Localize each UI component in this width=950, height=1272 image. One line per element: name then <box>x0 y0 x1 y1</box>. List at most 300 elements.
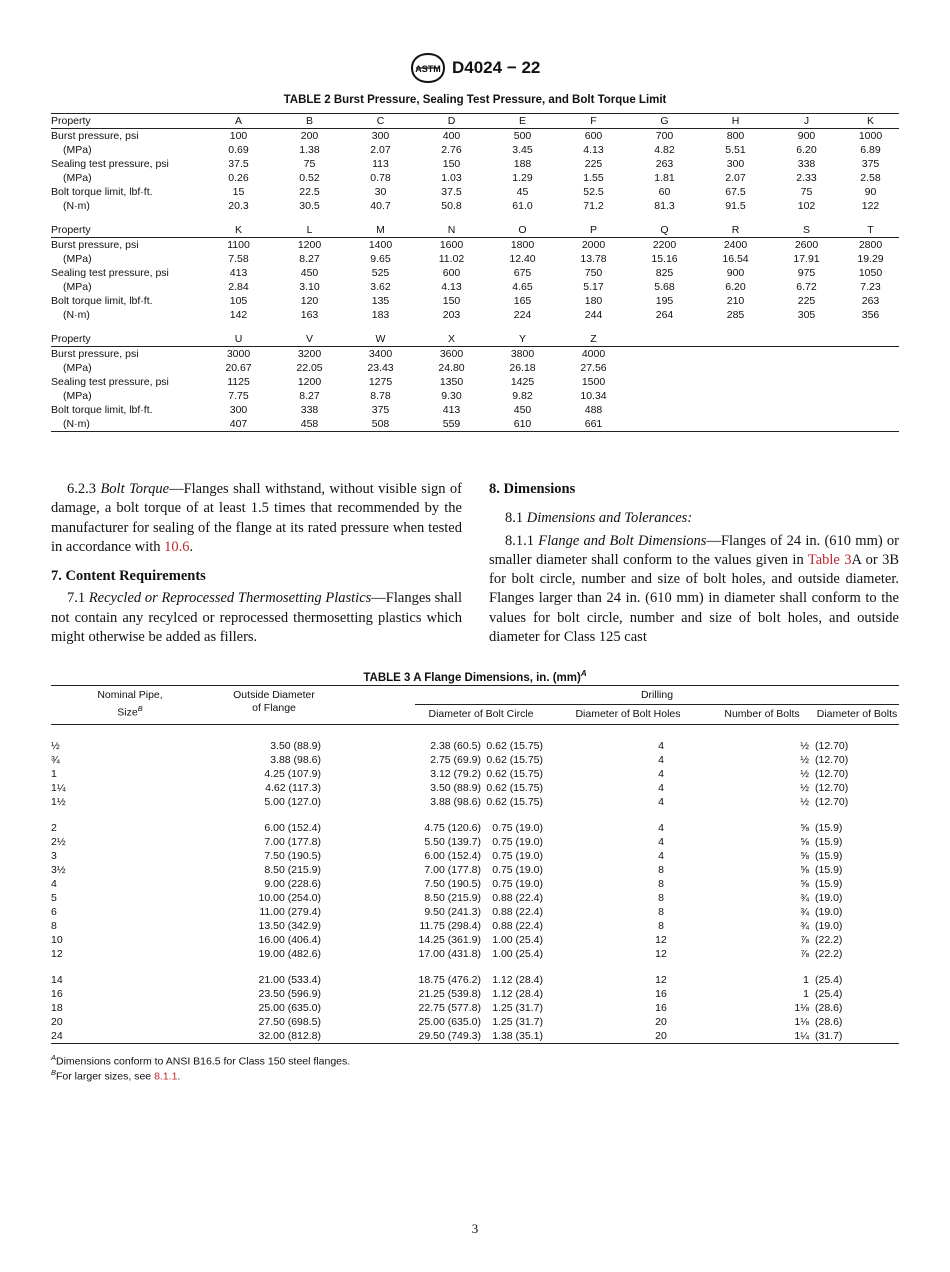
table-cell: 11.02 <box>438 252 465 265</box>
table-cell: 700 <box>655 129 674 142</box>
table-cell: 113 <box>372 157 389 170</box>
table-cell: 0.62 (15.75) <box>486 795 543 808</box>
column-header: Y <box>487 332 558 347</box>
table-cell: 0.69 <box>228 143 249 156</box>
table-cell: 508 <box>345 417 416 432</box>
table-cell: 32.00 (812.8) <box>209 1029 339 1044</box>
table-cell: 600 <box>442 266 461 279</box>
table-cell: 22.5 <box>299 185 320 198</box>
table-cell: ⅞ <box>800 933 809 946</box>
column-header: E <box>487 114 558 129</box>
table-cell: (22.2) <box>815 947 843 960</box>
table-cell: 8.50 (215.9) <box>264 863 321 876</box>
table-cell: 1425 <box>510 375 535 388</box>
column-header <box>771 332 842 347</box>
table2-caption: TABLE 2 Burst Pressure, Sealing Test Pressure, and Bolt Torque Limit <box>283 94 667 106</box>
table-cell: 81.3 <box>654 199 675 212</box>
table-cell: 8 <box>658 919 664 932</box>
col-outside-diameter: Outside Diameter of Flange <box>209 686 339 725</box>
table-cell: 3 <box>51 849 57 862</box>
table-cell: ½ <box>800 753 809 766</box>
table-cell: 1 <box>51 767 57 780</box>
table-cell: 1275 <box>368 375 393 388</box>
table-cell: 105 <box>229 294 248 307</box>
table-cell: 37.5 <box>441 185 462 198</box>
table-cell: 10 <box>51 933 63 946</box>
table-cell: 6.72 <box>796 280 817 293</box>
table-cell: 1¼ <box>51 781 66 794</box>
table-cell: 180 <box>584 294 603 307</box>
table-row <box>51 781 899 795</box>
table-row <box>51 157 899 171</box>
table-cell: 13.50 (342.9) <box>258 919 321 932</box>
table-cell <box>700 389 771 403</box>
table-cell: 300 <box>229 403 248 416</box>
table-row <box>51 143 899 157</box>
table-cell: 23.50 (596.9) <box>258 987 321 1000</box>
table-cell: 4.82 <box>654 143 675 156</box>
table-cell: 102 <box>797 199 816 212</box>
table-cell <box>629 375 700 389</box>
table-cell: 61.0 <box>512 199 533 212</box>
table-cell <box>771 361 842 375</box>
table-cell: 1.12 (28.4) <box>492 973 543 986</box>
table-cell: 13.78 <box>580 252 607 265</box>
table-cell: 4 <box>658 835 664 848</box>
table-cell: 0.75 (19.0) <box>492 877 543 890</box>
table-cell: 195 <box>655 294 674 307</box>
table-cell: 0.52 <box>299 171 320 184</box>
table-cell: 285 <box>726 308 745 321</box>
table3-caption: TABLE 3 A Flange Dimensions, in. (mm)$^A$ <box>363 669 587 684</box>
table-cell: (12.70) <box>815 795 849 808</box>
row-label: (N·m) <box>51 417 203 432</box>
row-label: (N·m) <box>63 199 90 212</box>
table-row <box>51 308 899 322</box>
table-cell: 8 <box>658 863 664 876</box>
link-table-3[interactable]: Table 3 <box>807 551 852 568</box>
table-cell: 4.25 (107.9) <box>264 767 321 780</box>
table-cell: 0.88 (22.4) <box>492 919 543 932</box>
table-cell: 6.00 (152.4) <box>424 849 481 862</box>
table-cell: 19.00 (482.6) <box>258 947 321 960</box>
table-cell: 4.13 <box>583 143 604 156</box>
table-cell: 71.2 <box>583 199 604 212</box>
table-cell: 2.38 (60.5) <box>430 739 481 752</box>
column-header: B <box>274 114 345 129</box>
table-cell: 21.00 (533.4) <box>258 973 321 986</box>
table-row <box>51 361 899 375</box>
table-cell: 25.00 (635.0) <box>418 1015 481 1028</box>
col-bolt-circle: Diameter of Bolt Circle <box>415 705 547 725</box>
table-cell <box>700 375 771 389</box>
table-cell <box>700 403 771 417</box>
table-cell: 1400 <box>368 238 393 251</box>
table-cell: 0.75 (19.0) <box>492 863 543 876</box>
column-header: F <box>558 114 629 129</box>
table-cell: 5.51 <box>725 143 746 156</box>
table-cell: 5.00 (127.0) <box>264 795 321 808</box>
table-cell: 12 <box>655 947 667 960</box>
table-cell: 3.12 (79.2) <box>430 767 481 780</box>
table-row <box>51 347 899 362</box>
table-cell: 52.5 <box>583 185 604 198</box>
footnote-a: $^A$Dimensions conform to ANSI B16.5 for Class 150 steel flanges. <box>51 1053 351 1068</box>
table-cell: (12.70) <box>815 767 849 780</box>
table-cell: 4000 <box>581 347 606 360</box>
table-cell: 1.03 <box>441 171 462 184</box>
table-cell: 91.5 <box>725 199 746 212</box>
table-cell: 4.65 <box>512 280 533 293</box>
table-cell: (15.9) <box>815 849 843 862</box>
table-cell: 600 <box>584 129 603 142</box>
table-cell: 1½ <box>51 795 66 808</box>
row-label: Bolt torque limit, lbf·ft. <box>51 294 153 307</box>
column-header: D <box>416 114 487 129</box>
table-cell: 75 <box>303 157 316 170</box>
column-header: L <box>274 223 345 238</box>
table-row <box>51 905 899 919</box>
table-row <box>51 987 899 1001</box>
table-cell: 0.78 <box>370 171 391 184</box>
table-cell: 9.00 (228.6) <box>264 877 321 890</box>
col-bolt-holes: Diameter of Bolt Holes <box>547 705 709 725</box>
table-cell: 450 <box>300 266 319 279</box>
table-cell: 8 <box>658 891 664 904</box>
table-cell: 6.00 (152.4) <box>264 821 321 834</box>
table-cell: 6.20 <box>725 280 746 293</box>
table-cell <box>700 347 771 362</box>
table-cell: 0.88 (22.4) <box>492 891 543 904</box>
page-number: 3 <box>471 1221 479 1236</box>
row-label: Sealing test pressure, psi <box>51 157 169 170</box>
table2-header-row <box>51 223 899 238</box>
table-cell: 0.62 (15.75) <box>486 753 543 766</box>
table-cell: 8.50 (215.9) <box>424 891 481 904</box>
table-cell: 25.00 (635.0) <box>258 1001 321 1014</box>
table-cell: 2.58 <box>860 171 881 184</box>
table-cell: 9.65 <box>370 252 391 265</box>
column-header: W <box>345 332 416 347</box>
table-cell: 2.84 <box>228 280 249 293</box>
table-cell: 5.17 <box>583 280 604 293</box>
row-label: Bolt torque limit, lbf·ft. <box>51 403 153 416</box>
table-cell: 3400 <box>368 347 393 360</box>
table-cell: ½ <box>800 739 809 752</box>
column-header: S <box>771 223 842 238</box>
property-header: Property <box>51 114 203 129</box>
left-column <box>51 480 462 647</box>
table-cell: 26.18 <box>509 361 536 374</box>
row-label: (MPa) <box>63 171 92 184</box>
table-cell <box>771 403 842 417</box>
table-cell: 210 <box>726 294 745 307</box>
table-cell: 413 <box>442 403 461 416</box>
row-label: Sealing test pressure, psi <box>51 375 169 388</box>
table-row <box>51 280 899 294</box>
table-cell: 338 <box>300 403 319 416</box>
table-cell: 29.50 (749.3) <box>415 1029 481 1044</box>
table-cell: 225 <box>797 294 816 307</box>
table-cell: 16.54 <box>722 252 749 265</box>
table-cell: 407 <box>203 417 274 432</box>
table-cell: 1.00 (25.4) <box>492 933 543 946</box>
table-cell: 1.38 (35.1) <box>481 1029 547 1044</box>
table-cell: 338 <box>797 157 816 170</box>
table-cell: 163 <box>300 308 319 321</box>
table-cell: ½ <box>800 781 809 794</box>
table-cell: ¾ <box>800 919 809 932</box>
col-number-of-bolts: Number of Bolts <box>709 705 815 725</box>
table-cell: 2.07 <box>725 171 746 184</box>
footnote-b: $^B$For larger sizes, see 8.1.1. <box>51 1068 181 1083</box>
right-column <box>489 480 899 647</box>
table-cell: 1600 <box>439 238 464 251</box>
paragraph-8-1-1: 8.1.1 Flange and Bolt Dimensions—Flanges of 24 in. (610 mm) or smaller diameter shall conform to the values given in Table 3A or 3B for bolt circle, number and size of bolt holes, and outside diameter. Flanges larger than 24 in. (610 mm) in diameter shall conform to the values for bolt circle, number and size of bolt holes, and outside diameter for Class 125 cast <box>489 532 900 646</box>
table-cell: 21.25 (539.8) <box>418 987 481 1000</box>
table-cell: 4.13 <box>441 280 462 293</box>
table-cell: 4 <box>658 767 664 780</box>
row-label: (MPa) <box>63 361 92 374</box>
table-cell: 1050 <box>858 266 883 279</box>
table-cell: 2400 <box>723 238 748 251</box>
table-cell: 27.50 (698.5) <box>258 1015 321 1028</box>
table-cell: 0.26 <box>228 171 249 184</box>
table-cell: 2.07 <box>370 143 391 156</box>
table-cell: 8 <box>658 905 664 918</box>
table-cell: (12.70) <box>815 753 849 766</box>
table-cell: 7.00 (177.8) <box>264 835 321 848</box>
table-cell: 3½ <box>51 863 66 876</box>
table-cell: 1.38 <box>299 143 320 156</box>
table-cell <box>700 417 771 432</box>
table-cell: 150 <box>442 294 461 307</box>
table-cell: 14.25 (361.9) <box>418 933 481 946</box>
table-cell: 3200 <box>297 347 322 360</box>
table-row <box>51 171 899 185</box>
table-cell: 30 <box>374 185 387 198</box>
table-cell: 264 <box>655 308 674 321</box>
table-cell: 11.75 (298.4) <box>419 919 481 932</box>
table-cell: 8.78 <box>370 389 391 402</box>
table-cell: 1 <box>803 973 809 986</box>
table-row <box>51 185 899 199</box>
table-cell: 3.88 (98.6) <box>430 795 481 808</box>
table-row <box>51 863 899 877</box>
table-cell: 22.75 (577.8) <box>418 1001 481 1014</box>
table-cell: 559 <box>416 417 487 432</box>
table-row <box>51 375 899 389</box>
table2-header-row <box>51 114 899 129</box>
table-cell: 16.00 (406.4) <box>258 933 321 946</box>
table-cell: 450 <box>513 403 532 416</box>
table-cell: 150 <box>442 157 461 170</box>
table-cell: 5.50 (139.7) <box>424 835 481 848</box>
table-cell: 2000 <box>581 238 606 251</box>
table-cell: 9.82 <box>512 389 533 402</box>
row-label: Burst pressure, psi <box>51 129 139 142</box>
table-cell: 4 <box>658 753 664 766</box>
table-row <box>51 821 899 835</box>
table-row <box>51 1029 899 1044</box>
table-cell: 525 <box>371 266 390 279</box>
table-cell: 675 <box>513 266 532 279</box>
column-header: G <box>629 114 700 129</box>
table-cell: 15 <box>232 185 245 198</box>
svg-text:ASTM: ASTM <box>415 64 441 74</box>
table-row <box>51 947 899 961</box>
table-cell: 4 <box>51 877 57 890</box>
table-cell: 17.91 <box>793 252 820 265</box>
table-cell: 7.58 <box>228 252 249 265</box>
table-cell: 3.45 <box>512 143 533 156</box>
table-cell: 1⅛ <box>794 1015 809 1028</box>
table-cell: 11.00 (279.4) <box>259 905 321 918</box>
astm-logo-icon <box>410 52 446 84</box>
table-cell: 142 <box>229 308 248 321</box>
table-row <box>51 877 899 891</box>
table-cell: 40.7 <box>370 199 391 212</box>
table-cell: (15.9) <box>815 877 843 890</box>
table-cell <box>629 389 700 403</box>
column-header: M <box>345 223 416 238</box>
table-cell <box>629 347 700 362</box>
table3 <box>51 685 899 1044</box>
row-label: Burst pressure, psi <box>51 347 139 360</box>
table-cell: 1.00 (25.4) <box>492 947 543 960</box>
table-cell: 24 <box>51 1029 209 1044</box>
table-cell: 0.62 (15.75) <box>486 739 543 752</box>
table-cell: 413 <box>229 266 248 279</box>
table-cell: 500 <box>513 129 532 142</box>
row-label: Sealing test pressure, psi <box>51 266 169 279</box>
table-row <box>51 266 899 280</box>
row-label: (MPa) <box>63 252 92 265</box>
table-cell: ⅝ <box>800 849 809 862</box>
table-row <box>51 753 899 767</box>
table-cell: (28.6) <box>815 1015 843 1028</box>
table-row <box>51 795 899 809</box>
table-cell: (25.4) <box>815 987 843 1000</box>
table-cell: 300 <box>371 129 390 142</box>
table-cell: 20.67 <box>225 361 252 374</box>
table-cell <box>771 347 842 362</box>
table-cell <box>842 389 899 403</box>
table-cell: 900 <box>726 266 745 279</box>
table-cell: 1350 <box>439 375 464 388</box>
table-cell: 2.75 (69.9) <box>430 753 481 766</box>
link-10-6[interactable]: 10.6 <box>164 538 190 555</box>
table2 <box>51 113 899 432</box>
col-drilling: Drilling <box>415 686 899 705</box>
table-cell: (31.7) <box>815 1029 899 1044</box>
table-cell: 23.43 <box>367 361 394 374</box>
table-cell: 300 <box>726 157 745 170</box>
column-header: N <box>416 223 487 238</box>
table-cell: 0.75 (19.0) <box>492 849 543 862</box>
table-row <box>51 389 899 403</box>
table-cell: 4.62 (117.3) <box>265 781 321 794</box>
column-header: A <box>203 114 274 129</box>
table2-header-row <box>51 332 899 347</box>
row-label: (MPa) <box>63 280 92 293</box>
table-cell: 488 <box>584 403 603 416</box>
table-row <box>51 294 899 308</box>
table-cell: 4 <box>658 739 664 752</box>
table-cell: (12.70) <box>815 781 849 794</box>
table-cell <box>771 417 842 432</box>
table-cell: 1200 <box>297 238 322 251</box>
table-cell: 16 <box>655 1001 667 1014</box>
table-cell: 3600 <box>439 347 464 360</box>
table-cell <box>842 375 899 389</box>
table-cell: ½ <box>800 795 809 808</box>
table-cell: 4.75 (120.6) <box>424 821 481 834</box>
table-cell: 305 <box>797 308 816 321</box>
table-cell: 400 <box>442 129 461 142</box>
table-cell: ½ <box>51 739 60 752</box>
table-cell: 2.33 <box>796 171 817 184</box>
table-cell: 750 <box>584 266 603 279</box>
table-cell: 4 <box>658 795 664 808</box>
table-cell: 458 <box>274 417 345 432</box>
table-row <box>51 252 899 266</box>
table-cell: 22.05 <box>296 361 323 374</box>
table-cell: 900 <box>797 129 816 142</box>
table-cell: 8 <box>51 919 57 932</box>
column-header: Q <box>629 223 700 238</box>
table-cell: 1200 <box>297 375 322 388</box>
table-cell: 3800 <box>510 347 535 360</box>
table-cell: 4 <box>658 781 664 794</box>
table-cell: 12 <box>655 933 667 946</box>
table-cell: 1500 <box>581 375 606 388</box>
table-cell: 165 <box>513 294 532 307</box>
property-header: Property <box>51 223 203 238</box>
document-id: D4024 − 22 <box>452 58 541 77</box>
table-cell: 20 <box>613 1029 709 1044</box>
link-8-1-1[interactable]: 8.1.1 <box>154 1070 178 1083</box>
table-cell: 7.50 (190.5) <box>424 877 481 890</box>
table-cell: 1 <box>803 987 809 1000</box>
col-diameter-of-bolts: Diameter of Bolts <box>815 705 899 725</box>
column-header: Z <box>558 332 629 347</box>
paragraph-6-2-3: 6.2.3 Bolt Torque—Flanges shall withstand, without visible sign of damage, a bolt torque of at least 1.5 times that recommended by the manufacturer for sealing of the flange at its rated pressure when tested in accordance with 10.6. <box>51 481 462 555</box>
table-cell <box>629 403 700 417</box>
table-cell: 45 <box>516 185 529 198</box>
column-header: K <box>842 114 899 129</box>
table-cell: 2600 <box>794 238 819 251</box>
table-row <box>51 767 899 781</box>
table-cell: 10.34 <box>580 389 607 402</box>
table-cell: (22.2) <box>815 933 843 946</box>
table-cell: 7.23 <box>860 280 881 293</box>
table-cell <box>842 361 899 375</box>
table-cell: (28.6) <box>815 1001 843 1014</box>
table-cell: 7.00 (177.8) <box>424 863 481 876</box>
table-row <box>51 238 899 253</box>
table-cell: 1.25 (31.7) <box>492 1001 543 1014</box>
table-cell: 1000 <box>858 129 883 142</box>
table-cell: 14 <box>51 973 63 986</box>
table-cell: 825 <box>655 266 674 279</box>
table-row <box>51 417 899 432</box>
table-cell: 0.75 (19.0) <box>492 835 543 848</box>
table-cell: (15.9) <box>815 821 843 834</box>
table-cell: 12 <box>51 947 63 960</box>
table-cell: 1⅛ <box>794 1001 809 1014</box>
table-cell: 1¼ <box>709 1029 815 1044</box>
